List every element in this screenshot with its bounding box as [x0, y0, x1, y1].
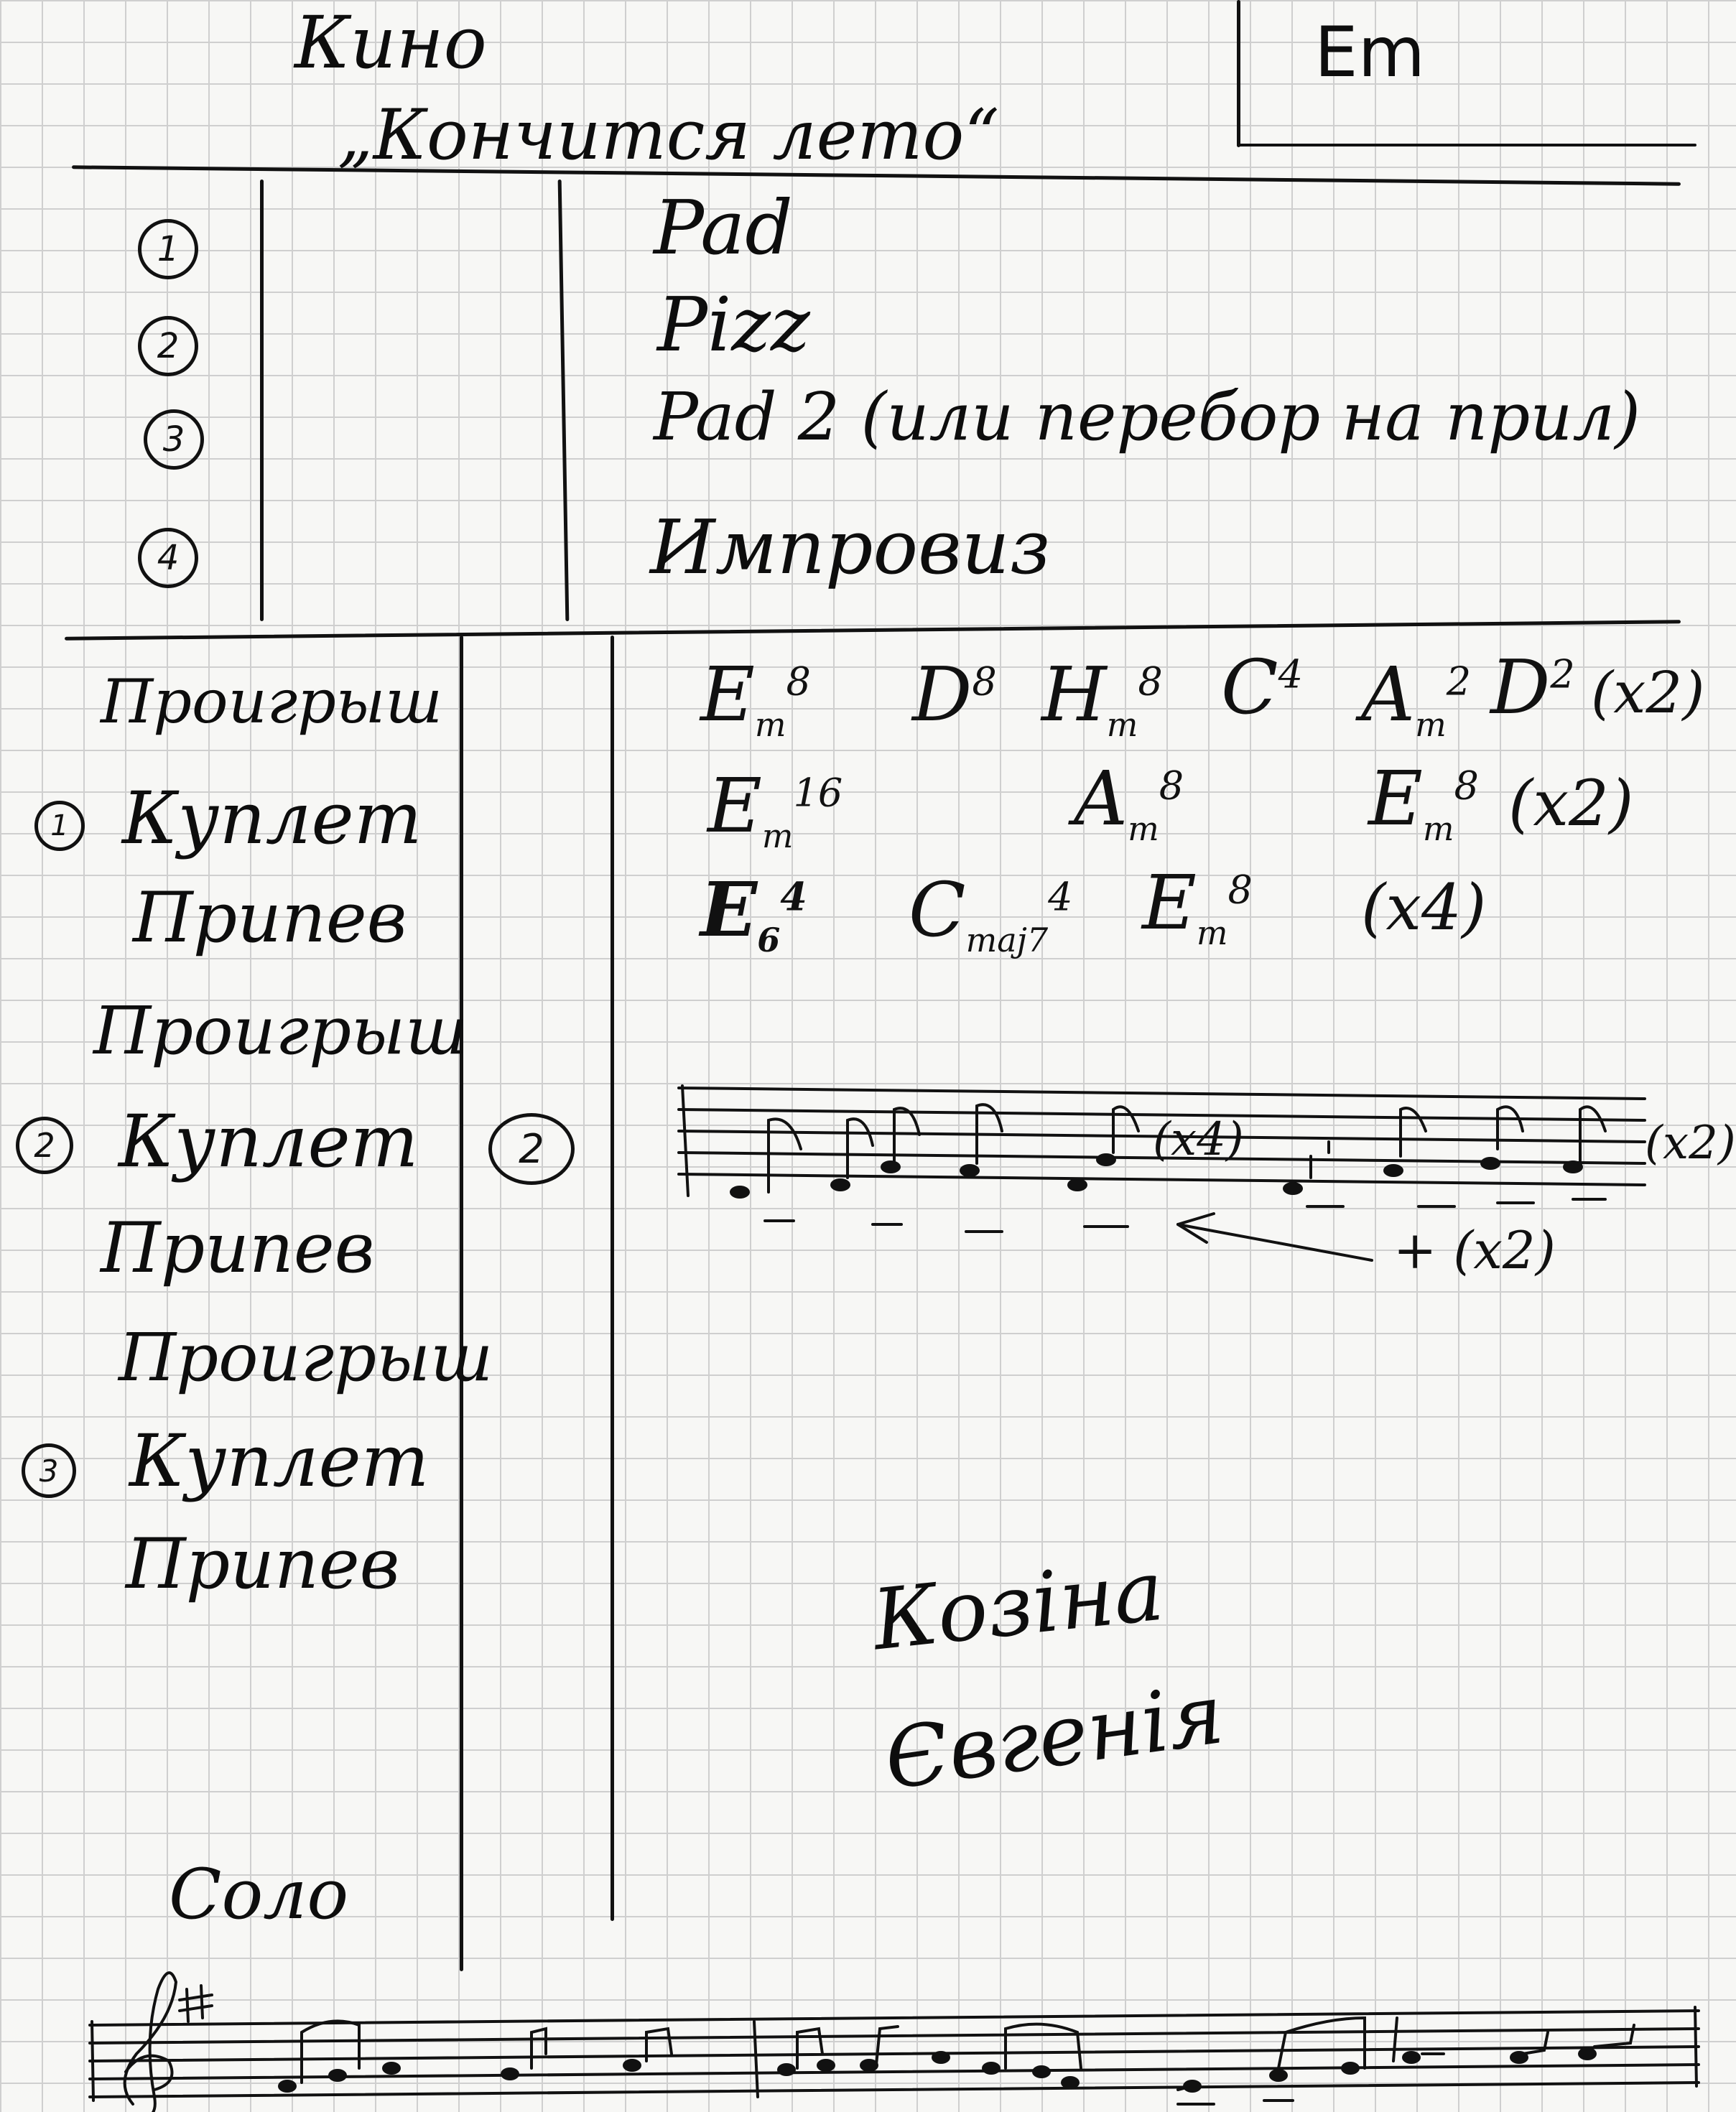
- verse-number-3: 3: [22, 1443, 76, 1498]
- chord: $C_{maj7}^4$: [909, 866, 1073, 959]
- chord: $H_m^8$: [1041, 651, 1163, 744]
- repeat-marker: (x4): [1361, 870, 1487, 944]
- repeat-marker: (x2): [1508, 766, 1634, 840]
- chord: $A_m^8$: [1074, 755, 1184, 848]
- section-label: Куплет: [122, 776, 422, 860]
- section-label: Припев: [101, 1208, 375, 1288]
- instrument-number-1: 1: [138, 219, 198, 279]
- section-label: Припев: [133, 878, 407, 958]
- chord: $D^8$: [912, 651, 997, 738]
- instrument-number-2: 2: [138, 316, 198, 376]
- verse-number-1: 1: [34, 801, 85, 851]
- repeat-marker: (x2): [1591, 659, 1705, 726]
- chord: $E_6^4$: [700, 865, 807, 959]
- verse-number-2: 2: [16, 1117, 73, 1174]
- repeat-marker: (x2): [1645, 1117, 1736, 1170]
- song-key: Em: [1314, 12, 1426, 93]
- instrument-name-4: Импровиз: [650, 503, 1051, 591]
- song-title: „Кончится лето“: [338, 95, 1000, 175]
- author-name: Євгенія: [878, 1665, 1230, 1809]
- chord: $E_m^8$: [1368, 755, 1479, 848]
- section-label: Куплет: [119, 1099, 419, 1183]
- chord: $E_m^8$: [1142, 859, 1253, 952]
- chord: $D^2$: [1490, 643, 1575, 731]
- section-label: Куплет: [129, 1419, 430, 1503]
- instrument-number-3: 3: [144, 409, 204, 470]
- instrument-name-1: Pad: [654, 184, 793, 271]
- repeat-marker: (x4): [1153, 1113, 1244, 1166]
- part-number-2: 2: [488, 1113, 575, 1185]
- section-label: Проигрыш: [119, 1319, 493, 1396]
- repeat-note: + (x2): [1393, 1220, 1556, 1280]
- solo-label: Соло: [169, 1854, 349, 1935]
- author-surname: Козіна: [868, 1542, 1169, 1670]
- instrument-number-4: 4: [138, 528, 198, 588]
- instrument-name-2: Pizz: [657, 281, 810, 368]
- instrument-name-3: Pad 2 (или перебор на прил): [654, 378, 1641, 455]
- chord: $E_m^{16}$: [707, 762, 843, 855]
- section-label: Припев: [126, 1524, 400, 1604]
- section-label: Проигрыш: [93, 992, 468, 1069]
- section-label: Проигрыш: [101, 666, 442, 737]
- band-name: Кино: [294, 1, 487, 85]
- chord: $C^4$: [1221, 643, 1303, 731]
- chord: $E_m^8$: [700, 651, 811, 744]
- chord: $A_m^2$: [1361, 651, 1472, 744]
